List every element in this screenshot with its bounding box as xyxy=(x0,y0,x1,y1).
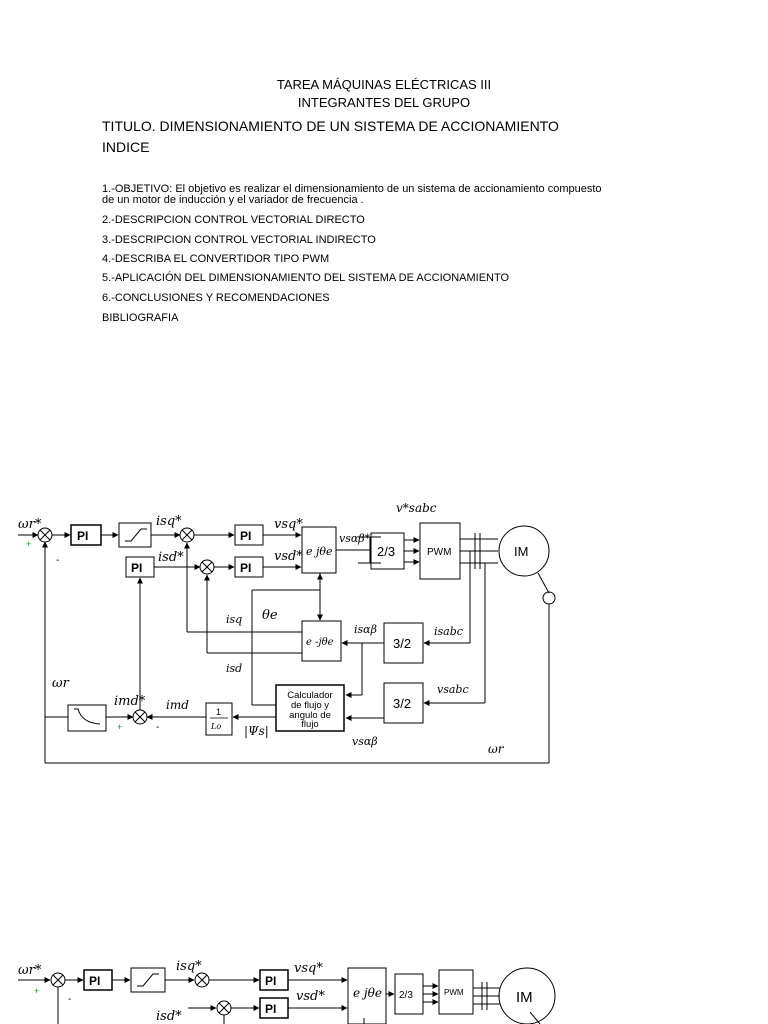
svg-text:PI: PI xyxy=(240,529,252,543)
speed-label: ωr xyxy=(52,676,69,691)
calc-line-2: de flujo y xyxy=(290,700,330,711)
two-thirds-label-2: 2/3 xyxy=(399,990,413,1001)
isq-ref-label: isq* xyxy=(156,514,182,529)
vsq-ref-label: vsq* xyxy=(274,517,303,532)
svg-text:PI: PI xyxy=(265,974,277,988)
svg-text:+: + xyxy=(34,986,40,996)
vsabc-ref-label: v*sabc xyxy=(396,501,437,515)
speed-feedback-label: ωr xyxy=(488,742,504,756)
motor-label-2: IM xyxy=(516,989,533,1006)
objective-line-1: 1.-OBJETIVO: El objetivo es realizar el dimensionamiento de un sistema de accionamiento compuesto xyxy=(102,183,602,195)
speed-sensor xyxy=(543,592,555,604)
fraction-denominator: Lo xyxy=(211,722,222,731)
two-thirds-label: 2/3 xyxy=(377,544,396,559)
flux-magnitude-label: |Ψs| xyxy=(244,724,269,738)
index-bibliography: BIBLIOGRAFIA xyxy=(102,312,179,324)
isq-feedback-label: isq xyxy=(226,613,243,626)
pi-label: PI xyxy=(77,529,89,543)
index-item-4: 4.-DESCRIBA EL CONVERTIDOR TIPO PWM xyxy=(102,253,330,265)
header-line-2: INTEGRANTES DEL GRUPO xyxy=(297,95,471,110)
document-title: TITULO. DIMENSIONAMIENTO DE UN SISTEMA DE ACCIONAMIENTO xyxy=(102,118,559,134)
index-item-5: 5.-APLICACIÓN DEL DIMENSIONAMIENTO DEL SISTEMA DE ACCIONAMIENTO xyxy=(102,272,510,284)
rotation-label: e jθe xyxy=(306,545,333,558)
svg-text:PI: PI xyxy=(265,1002,277,1016)
calc-line-4: flujo xyxy=(301,719,319,730)
inverse-rotation-label: e -jθe xyxy=(306,637,334,648)
vsd-ref-label: vsd* xyxy=(274,549,303,564)
svg-text:PI: PI xyxy=(131,561,143,575)
imd-label: imd xyxy=(166,698,189,712)
motor-label: IM xyxy=(514,544,529,559)
vsabc-label: vsabc xyxy=(437,683,469,696)
vector-control-diagram-2 xyxy=(0,950,768,1024)
isabc-label: isabc xyxy=(434,625,463,638)
index-heading: INDICE xyxy=(102,139,150,155)
svg-text:-: - xyxy=(56,555,60,566)
header-line-1: TAREA MÁQUINAS ELÉCTRICAS III xyxy=(276,77,492,92)
index-item-6: 6.-CONCLUSIONES Y RECOMENDACIONES xyxy=(102,292,330,304)
svg-text:PI: PI xyxy=(89,974,101,988)
svg-text:PI: PI xyxy=(240,561,252,575)
vsq-ref-label-2: vsq* xyxy=(294,961,323,976)
svg-text:3/2: 3/2 xyxy=(393,696,412,711)
index-item-2: 2.-DESCRIPCION CONTROL VECTORIAL DIRECTO xyxy=(102,214,365,226)
svg-text:-: - xyxy=(156,722,160,733)
flux-reference-block xyxy=(68,705,106,731)
isab-label: isαβ xyxy=(354,623,377,636)
three-halves-label: 3/2 xyxy=(393,636,412,651)
theta-label: θe xyxy=(262,608,278,623)
isd-ref-label: isd* xyxy=(158,550,184,565)
calc-line-1: Calculador xyxy=(287,690,333,701)
isq-ref-label-2: isq* xyxy=(176,959,202,974)
torque-limiter-block xyxy=(119,523,151,547)
objective-line-2: de un motor de inducción y el variador de frecuencia . xyxy=(102,194,364,206)
svg-text:+: + xyxy=(117,722,123,732)
calc-line-3: angulo de xyxy=(289,710,331,721)
fraction-numerator: 1 xyxy=(216,707,222,717)
speed-reference-label-2: ωr* xyxy=(18,963,42,978)
vsab-ref-label: vsαβ* xyxy=(339,532,371,545)
vsab-label: vsαβ xyxy=(352,735,378,748)
svg-text:-: - xyxy=(68,994,72,1005)
svg-text:+: + xyxy=(26,539,32,549)
imd-ref-label: imd* xyxy=(114,694,146,709)
rotation-label-2: e jθe xyxy=(353,986,382,1000)
speed-reference-label: ωr* xyxy=(18,517,42,532)
vsd-ref-label-2: vsd* xyxy=(296,989,325,1004)
isd-ref-label-2: isd* xyxy=(156,1009,182,1024)
isd-feedback-label: isd xyxy=(226,662,243,675)
pwm-label-2: PWM xyxy=(444,988,464,997)
pwm-label: PWM xyxy=(427,547,452,558)
index-item-3: 3.-DESCRIPCION CONTROL VECTORIAL INDIRECTO xyxy=(102,234,376,246)
vector-control-diagram xyxy=(0,495,768,770)
